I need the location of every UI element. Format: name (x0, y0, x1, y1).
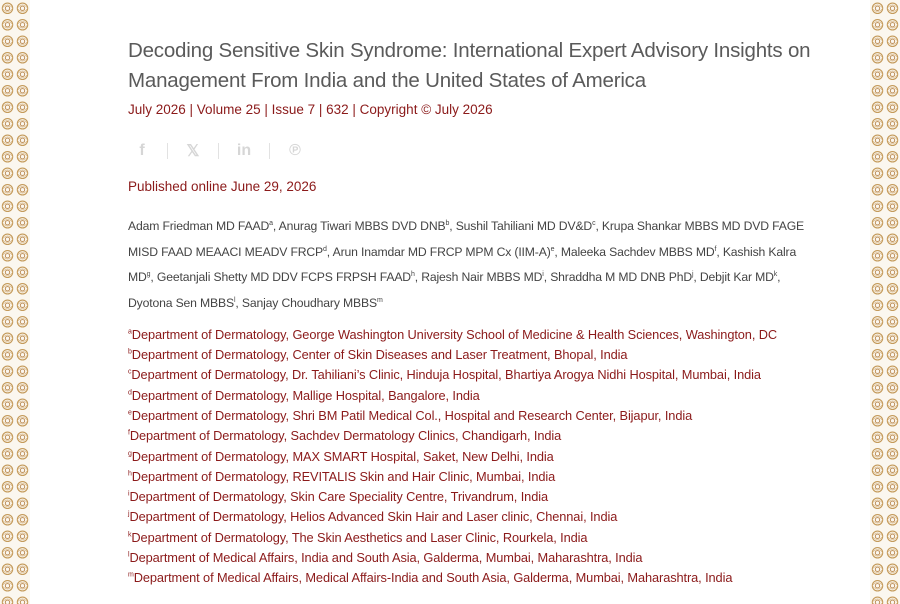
affiliation-item[interactable] (128, 507, 818, 527)
share-bar (128, 139, 818, 163)
affiliation-marker: i (128, 490, 130, 498)
left-ornamental-border (0, 0, 30, 604)
author-affiliation-marker: i (542, 271, 544, 279)
affiliation-item[interactable] (128, 325, 818, 345)
affiliation-marker: c (128, 369, 132, 377)
affiliation-marker: a (128, 328, 132, 336)
author-affiliation-marker: e (550, 245, 555, 253)
author-affiliation-marker: d (323, 245, 327, 253)
affiliation-item[interactable] (128, 365, 818, 385)
author-name: Dyotona Sen MBBS$^l$ (128, 296, 236, 311)
author-affiliation-marker: c (592, 219, 596, 227)
affiliation-text: Department of Dermatology, The Skin Aesthetics and Laser Clinic, Rourkela, India (131, 529, 588, 545)
author-name: Rajesh Nair MBBS $MD^i$ (421, 270, 544, 285)
affiliation-marker: d (128, 389, 132, 397)
affiliation-item[interactable] (128, 568, 818, 588)
affiliation-marker: f (128, 430, 130, 438)
author-affiliation-marker: m (376, 297, 383, 305)
affiliation-list (128, 325, 818, 589)
affiliation-item[interactable] (128, 548, 818, 568)
author-affiliation-marker: f (714, 245, 717, 253)
author-affiliation-marker: a (269, 219, 273, 227)
author-affiliation-marker: k (773, 271, 778, 279)
affiliation-text: Department of Dermatology, Mallige Hospital, Bangalore, India (131, 387, 480, 403)
published-date: Published online June 29, 2026 (128, 179, 317, 194)
share-divider (269, 143, 270, 159)
affiliation-text: Department of Dermatology, Dr. Tahiliani’s Clinic, Hinduja Hospital, Bhartiya Arogya Nidhi Hospital, Mumbai, India (131, 367, 761, 383)
author-affiliation-marker: l (234, 297, 236, 305)
share-divider (167, 143, 168, 159)
facebook-icon[interactable]: f (139, 142, 145, 159)
affiliation-text: Department of Dermatology, Skin Care Speciality Centre, Trivandrum, India (129, 489, 548, 505)
x-icon[interactable]: 𝕏 (186, 143, 200, 160)
author-name: Adam Friedman MD FAAD$^a$ (128, 219, 273, 233)
affiliation-text: Department of Dermatology, George Washington University School of Medicine & Health Sciences, Washington, DC (131, 326, 778, 342)
affiliation-marker: k (128, 531, 132, 539)
affiliation-marker: h (128, 470, 132, 478)
pinterest-icon[interactable]: ℗ (289, 142, 301, 159)
issue-info: July 2026 | Volume 25 | Issue 7 | 632 | Copyright © July 2026 (128, 102, 493, 117)
author-name: Debjit Kar $MD^k$ (699, 270, 778, 285)
ornamental-border-pattern-icon (0, 0, 30, 604)
affiliation-text: Department of Dermatology, Helios Advanced Skin Hair and Laser clinic, Chennai, India (129, 509, 618, 525)
affiliation-marker: b (128, 348, 132, 356)
author-name: Maleeka Sachdev MBBS $MD^f$ (560, 244, 717, 259)
author-affiliation-marker: j (691, 271, 694, 279)
share-divider (218, 143, 219, 159)
affiliation-text: Department of Dermatology, Shri BM Patil Medical Col., Hospital and Research Center, Bijapur, India (131, 408, 693, 423)
author-affiliation-marker: h (410, 271, 415, 279)
author-name: Sushil Tahiliani MD $DV\&D^c$ (455, 219, 596, 233)
author-name: Anurag Tiwari MBBS DVD DNB$^b$ (278, 219, 450, 233)
affiliation-item[interactable] (128, 406, 818, 426)
affiliation-text: Department of Dermatology, REVITALIS Skin and Hair Clinic, Mumbai, India (131, 468, 556, 484)
affiliation-item[interactable] (128, 447, 818, 467)
affiliation-text: Department of Dermatology, Sachdev Dermatology Clinics, Chandigarh, India (129, 428, 562, 444)
author-affiliation-marker: b (445, 219, 450, 227)
author-name: Kashish Kalra $MD^g$ (128, 244, 797, 285)
author-name: Shraddha M MD DNB PhD$^j$ (550, 270, 694, 285)
author-name: Geetanjali Shetty MD DDV FCPS FRPSH FAAD$^h$ (156, 270, 415, 285)
affiliation-item[interactable] (128, 528, 818, 548)
affiliation-text: Department of Dermatology, MAX SMART Hospital, Saket, New Delhi, India (131, 448, 554, 464)
affiliation-item[interactable] (128, 345, 818, 365)
affiliation-item[interactable] (128, 386, 818, 406)
affiliation-text: Department of Medical Affairs, Medical Affairs-India and South Asia, Galderma, Mumbai, Maharashtra, India (133, 570, 733, 586)
affiliation-item[interactable] (128, 487, 818, 507)
affiliation-item[interactable] (128, 467, 818, 487)
author-affiliation-marker: g (146, 271, 151, 279)
ornamental-border-pattern-icon (870, 0, 900, 604)
affiliation-item[interactable] (128, 426, 818, 446)
affiliation-marker: e (128, 409, 132, 417)
article-title: Decoding Sensitive Skin Syndrome: International Expert Advisory Insights on Management From India and the United States of America (128, 39, 811, 92)
affiliation-text: Department of Medical Affairs, India and South Asia, Galderma, Mumbai, Maharashtra, India (129, 550, 643, 566)
affiliation-marker: g (128, 450, 132, 458)
author-name: Arun Inamdar MD FRCP MPM Cx $(IIM-A)^e$ (332, 244, 555, 259)
author-list: Adam Friedman MD FAAD$^a$, Anurag Tiwari MBBS DVD DNB$^b$, Sushil Tahiliani MD $DV\&D^c$, Krupa Shankar MBBS MD DVD FAGE MISD FAAD MEAACI MEADV FRCP$^d$, Arun Inamdar MD FRCP MPM Cx $(IIM-A)^e$, Maleeka Sachdev MBBS $MD^f$, Kashish Kalra $MD^g$, Geetanjali Shetty MD DDV FCPS FRPSH FAAD$^h$, Rajesh Nair MBBS $MD^i$, Shraddha M MD DNB PhD$^j$, Debjit Kar $MD^k$, Dyotona Sen MBBS$^l$, Sanjay Choudhary MBBS$^m$ (128, 219, 805, 311)
affiliation-marker: j (128, 511, 130, 519)
affiliation-marker: l (128, 551, 130, 559)
author-name: Krupa Shankar MBBS MD DVD FAGE MISD FAAD MEAACI MEADV FRCP$^d$ (128, 219, 805, 259)
author-name: Sanjay Choudhary MBBS$^m$ (241, 296, 383, 311)
affiliation-text: Department of Dermatology, Center of Skin Diseases and Laser Treatment, Bhopal, India (131, 347, 628, 363)
right-ornamental-border (870, 0, 900, 604)
article-header (128, 36, 818, 589)
linkedin-icon[interactable]: in (236, 142, 252, 159)
affiliation-marker: m (128, 572, 134, 580)
